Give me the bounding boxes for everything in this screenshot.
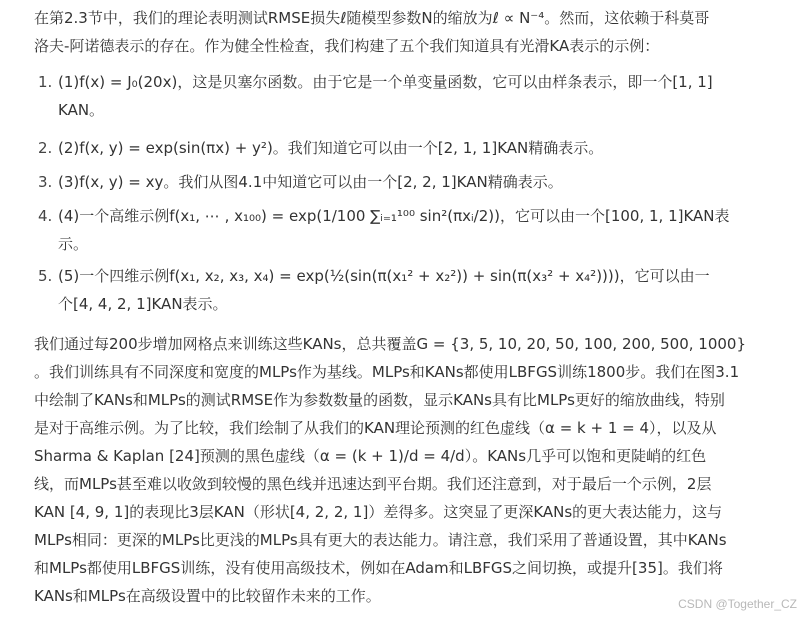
body-line: 和MLPs都使用LBFGS训练，没有使用高级技术，例如在Adam和LBFGS之间切换，或提升[35]。我们将 (34, 559, 723, 577)
body-line: 线，而MLPs甚至难以收敛到较慢的黑色线并迅速达到平台期。我们还注意到，对于最后一个示例，2层 (34, 475, 712, 493)
list-item-text: (3)f(x, y) = xy。我们从图4.1中知道它可以由一个[2, 2, 1]KAN精确表示。 (58, 173, 563, 191)
body-line: MLPs相同：更深的MLPs比更浅的MLPs具有更大的表达能力。请注意，我们采用了普通设置，其中KANs (34, 531, 727, 549)
list-item-text: (5)一个四维示例f(x₁, x₂, x₃, x₄) = exp(½(sin(π(x₁² + x₂²)) + sin(π(x₃² + x₄²))))，它可以由一 个[4, 4, 2, 1]KAN表示。 (58, 267, 710, 313)
body-line: 。我们训练具有不同深度和宽度的MLPs作为基线。MLPs和KANs都使用LBFGS训练1800步。我们在图3.1 (34, 363, 740, 381)
list-item-number: 2. (38, 139, 53, 157)
body-line: KAN [4, 9, 1]的表现比3层KAN（形状[4, 2, 2, 1]）差得多。这突显了更深KANs的更大表达能力，这与 (34, 503, 723, 521)
list-item-text: (4)一个高维示例f(x₁, ⋯ , x₁₀₀) = exp(1/100 ∑ᵢ₌₁¹⁰⁰ sin²(πxᵢ/2))，它可以由一个[100, 1, 1]KAN表 示。 (58, 207, 730, 253)
body-paragraph (34, 330, 786, 610)
list-item-number: 1. (38, 73, 53, 91)
list-item-number: 4. (38, 207, 53, 225)
intro-paragraph (34, 4, 786, 60)
list-item-number: 3. (38, 173, 53, 191)
body-line: Sharma & Kaplan [24]预测的黑色虚线（α = (k + 1)/d = 4/d）。KANs几乎可以饱和更陡峭的红色 (34, 447, 707, 465)
list-item-number: 5. (38, 267, 53, 285)
list-item-text: (1)f(x) = J₀(20x)，这是贝塞尔函数。由于它是一个单变量函数，它可以由样条表示，即一个[1, 1] KAN。 (58, 73, 713, 119)
intro-line: 洛夫-阿诺德表示的存在。作为健全性检查，我们构建了五个我们知道具有光滑KA表示的示例： (34, 37, 660, 55)
body-line: KANs和MLPs在高级设置中的比较留作未来的工作。 (34, 587, 381, 605)
body-line: 中绘制了KANs和MLPs的测试RMSE作为参数数量的函数，显示KANs具有比MLPs更好的缩放曲线，特别 (34, 391, 725, 409)
watermark: CSDN @Together_CZ (678, 597, 797, 611)
list-item-text: (2)f(x, y) = exp(sin(πx) + y²)。我们知道它可以由一个[2, 1, 1]KAN精确表示。 (58, 139, 604, 157)
body-line: 我们通过每200步增加网格点来训练这些KANs，总共覆盖G = {3, 5, 10, 20, 50, 100, 200, 500, 1000} (34, 335, 747, 353)
body-line: 是对于高维示例。为了比较，我们绘制了从我们的KAN理论预测的红色虚线（α = k + 1 = 4），以及从 (34, 419, 717, 437)
intro-line: 在第2.3节中，我们的理论表明测试RMSE损失ℓ随模型参数N的缩放为ℓ ∝ N⁻⁴。然而，这依赖于科莫哥 (34, 9, 710, 27)
